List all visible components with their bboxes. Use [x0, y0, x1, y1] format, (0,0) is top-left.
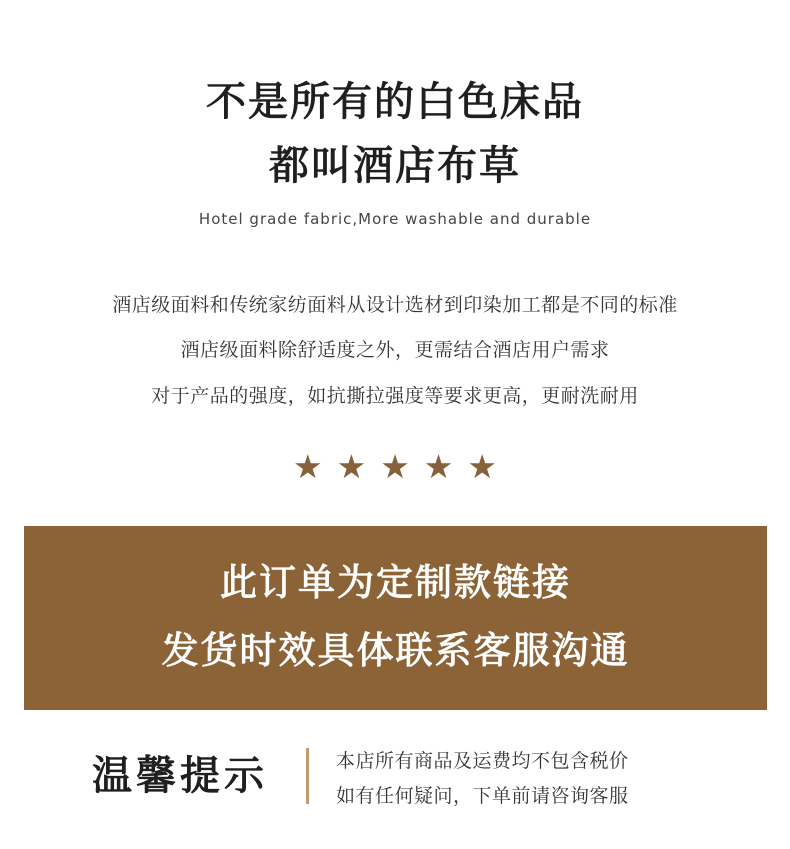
star-rating: ★★★★★ [293, 447, 511, 486]
tips-line-1: 本店所有商品及运费均不包含税价 [336, 750, 629, 772]
headline-subtitle: Hotel grade fabric,More washable and durable [198, 210, 592, 228]
banner-line-1: 此订单为定制款链接 [220, 561, 571, 604]
tips-line-2: 如有任何疑问，下单前请咨询客服 [336, 785, 629, 807]
description-line-1: 酒店级面料和传统家纺面料从设计选材到印染加工都是不同的标准 [112, 294, 678, 316]
tips-heading: 温馨提示 [92, 753, 268, 799]
custom-order-banner [24, 526, 767, 710]
description-line-2: 酒店级面料除舒适度之外，更需结合酒店用户需求 [180, 339, 610, 361]
headline-line-2: 都叫酒店布草 [269, 142, 521, 189]
description-line-3: 对于产品的强度，如抗撕拉强度等要求更高，更耐洗耐用 [151, 385, 639, 407]
tips-divider [306, 748, 309, 804]
headline-line-1: 不是所有的白色床品 [206, 78, 584, 125]
banner-line-2: 发货时效具体联系客服沟通 [161, 629, 630, 672]
